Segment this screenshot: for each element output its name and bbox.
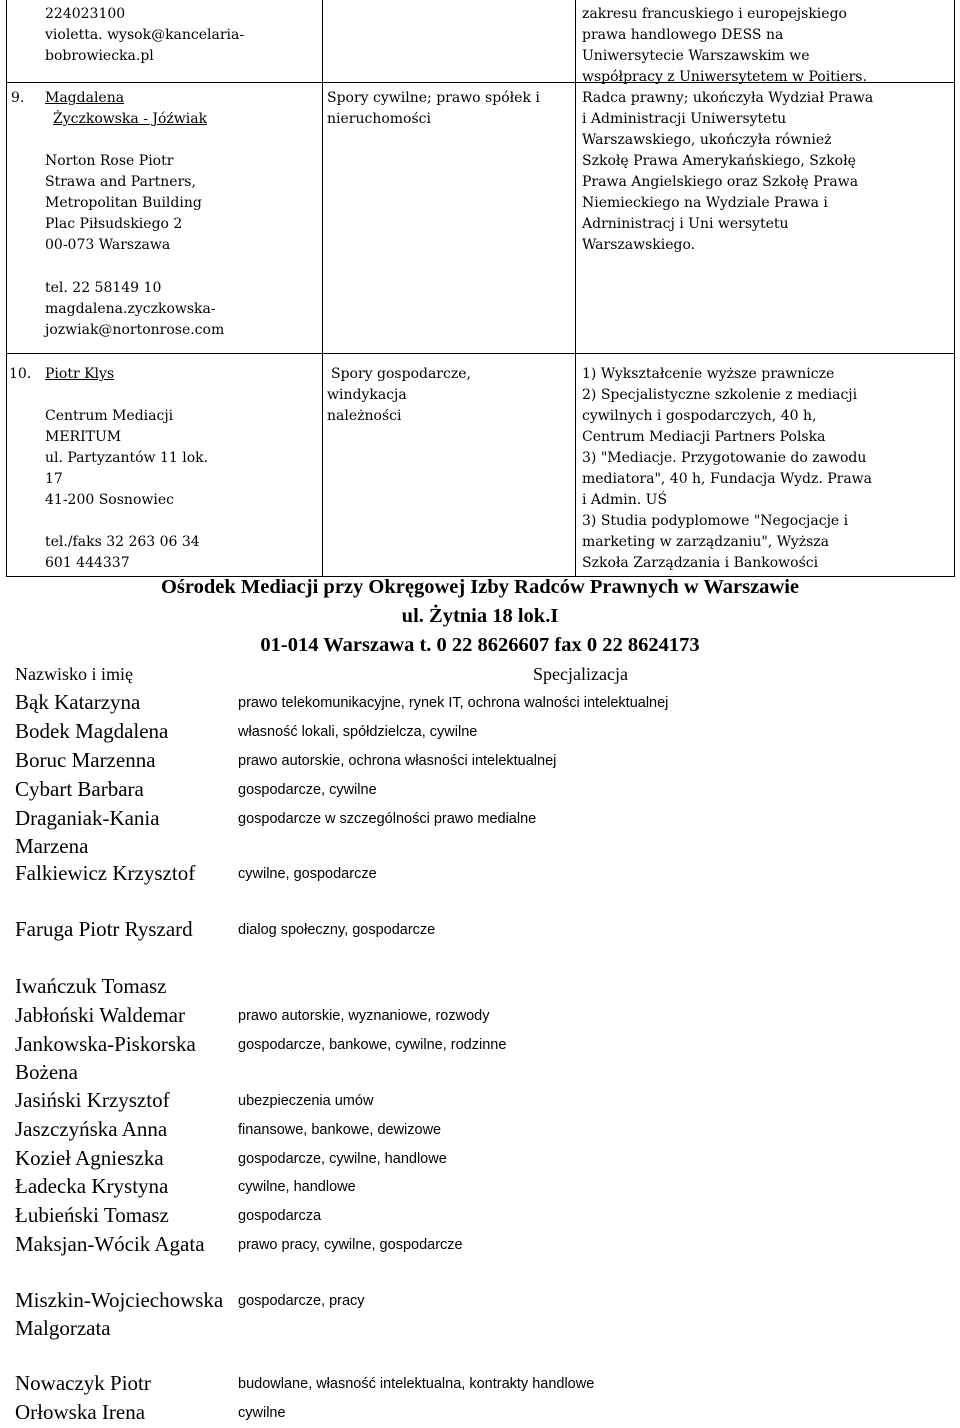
qualification-line: Radca prawny; ukończyła Wydział Prawa bbox=[582, 90, 874, 106]
mediator-specialization: dialog społeczny, gospodarcze bbox=[238, 922, 436, 938]
mediator-specialization: gospodarcze, bankowe, cywilne, rodzinne bbox=[238, 1037, 507, 1053]
address-line: 17 bbox=[45, 471, 63, 487]
mediator-name: Maksjan-Wócik Agata bbox=[15, 1232, 205, 1256]
mediator-name: Jasiński Krzysztof bbox=[15, 1088, 170, 1112]
mediator-name: Bodek Magdalena bbox=[15, 719, 169, 743]
mediator-name: Magdalena bbox=[45, 90, 125, 106]
qualification-line: i Administracji Uniwersytetu bbox=[582, 111, 787, 127]
phone: 601 444337 bbox=[45, 555, 130, 571]
qualification-line: współpracy z Uniwersytetem w Poitiers. bbox=[582, 69, 867, 85]
address-line: 00-073 Warszawa bbox=[45, 237, 171, 253]
mediator-specialization: finansowe, bankowe, dewizowe bbox=[238, 1122, 442, 1138]
table-border-right bbox=[954, 0, 955, 577]
row-9-specialization bbox=[327, 88, 540, 130]
qualification-line: zakresu francuskiego i europejskiego bbox=[582, 6, 847, 22]
row-9-contact bbox=[45, 278, 224, 341]
row-number: 10. bbox=[9, 366, 32, 382]
qualification-line: Szkołę Prawa Amerykańskiego, Szkołę bbox=[582, 153, 856, 169]
partial-row-qualifications bbox=[582, 4, 867, 88]
header-specialization: Specjalizacja bbox=[533, 664, 628, 684]
table-row-divider bbox=[6, 353, 955, 354]
qualification-line: i Admin. UŚ bbox=[582, 492, 668, 508]
office-city-phone: 01-014 Warszawa t. 0 22 8626607 fax 0 22 8624173 bbox=[260, 634, 700, 656]
mediator-specialization: budowlane, własność intelektualna, kontrakty handlowe bbox=[238, 1376, 595, 1392]
contact-line: violetta. wysok@kancelaria- bbox=[45, 27, 245, 43]
specialization-line: windykacja bbox=[327, 387, 407, 403]
mediator-name: Jaszczyńska Anna bbox=[15, 1117, 168, 1141]
header-name: Nazwisko i imię bbox=[15, 664, 133, 684]
table-column-divider bbox=[322, 0, 323, 577]
row-10-specialization bbox=[327, 364, 471, 427]
phone: tel. 22 58149 10 bbox=[45, 280, 162, 296]
qualification-line: 3) Studia podyplomowe "Negocjacje i bbox=[582, 513, 849, 529]
qualification-line: Warszawskiego. bbox=[582, 237, 696, 253]
mediator-name: Falkiewicz Krzysztof bbox=[15, 861, 196, 885]
phone: tel./faks 32 263 06 34 bbox=[45, 534, 200, 550]
qualification-line: Centrum Mediacji Partners Polska bbox=[582, 429, 826, 445]
mediator-specialization: prawo telekomunikacyjne, rynek IT, ochrona walności intelektualnej bbox=[238, 695, 669, 711]
qualification-line: 2) Specjalistyczne szkolenie z mediacji bbox=[582, 387, 858, 403]
mediator-name: Boruc Marzenna bbox=[15, 748, 156, 772]
qualification-line: 3) "Mediacje. Przygotowanie do zawodu bbox=[582, 450, 867, 466]
contact-line: bobrowiecka.pl bbox=[45, 48, 154, 64]
specialization-line: Spory gospodarcze, bbox=[331, 366, 471, 382]
mediator-specialization: prawo pracy, cywilne, gospodarcze bbox=[238, 1237, 463, 1253]
mediator-specialization: prawo autorskie, wyznaniowe, rozwody bbox=[238, 1008, 490, 1024]
qualification-line: cywilnych i gospodarczych, 40 h, bbox=[582, 408, 817, 424]
address-line: 41-200 Sosnowiec bbox=[45, 492, 174, 508]
mediator-specialization: prawo autorskie, ochrona własności intelektualnej bbox=[238, 753, 557, 769]
address-line: Norton Rose Piotr bbox=[45, 153, 174, 169]
mediator-name: Iwańczuk Tomasz bbox=[15, 974, 167, 998]
email-link[interactable]: magdalena.zyczkowska- bbox=[45, 301, 216, 317]
qualification-line: Prawa Angielskiego oraz Szkołę Prawa bbox=[582, 174, 859, 190]
row-9-qualifications bbox=[582, 88, 873, 256]
address-line: Centrum Mediacji bbox=[45, 408, 174, 424]
row-9-mediator bbox=[45, 88, 207, 256]
qualification-line: marketing w zarządzaniu", Wyższa bbox=[582, 534, 829, 550]
mediator-name: Życzkowska - Jóźwiak bbox=[53, 111, 208, 127]
mediator-specialization: ubezpieczenia umów bbox=[238, 1093, 374, 1109]
contact-line: 224023100 bbox=[45, 6, 126, 22]
office-title: Ośrodek Mediacji przy Okręgowej Izby Radców Prawnych w Warszawie bbox=[160, 576, 800, 598]
address-line: Metropolitan Building bbox=[45, 195, 202, 211]
address-line: Plac Piłsudskiego 2 bbox=[45, 216, 183, 232]
mediator-name: Draganiak-Kania Marzena bbox=[15, 806, 160, 858]
qualification-line: mediatora", 40 h, Fundacja Wydz. Prawa bbox=[582, 471, 873, 487]
table-border-left bbox=[6, 0, 7, 577]
mediator-specialization: gospodarcze, pracy bbox=[238, 1293, 365, 1309]
specialization-line: Spory cywilne; prawo spółek i bbox=[327, 90, 540, 106]
mediator-specialization: cywilne, gospodarcze bbox=[238, 866, 377, 882]
mediator-name: Nowaczyk Piotr bbox=[15, 1371, 151, 1395]
mediator-specialization: gospodarcze, cywilne bbox=[238, 782, 377, 798]
mediator-name: Bąk Katarzyna bbox=[15, 690, 141, 714]
address-line: Strawa and Partners, bbox=[45, 174, 196, 190]
mediator-name: Łubieński Tomasz bbox=[15, 1203, 169, 1227]
qualification-line: Warszawskiego, ukończyła również bbox=[582, 132, 832, 148]
mediator-specialization: własność lokali, spółdzielcza, cywilne bbox=[238, 724, 478, 740]
qualification-line: Adrninistracj i Uni wersytetu bbox=[582, 216, 789, 232]
mediator-specialization: cywilne bbox=[238, 1405, 286, 1421]
qualification-line: prawa handlowego DESS na bbox=[582, 27, 784, 43]
mediator-name: Jabłoński Waldemar bbox=[15, 1003, 185, 1027]
mediator-name: Miszkin-Wojciechowska Malgorzata bbox=[15, 1288, 224, 1340]
mediator-name: Orłowska Irena bbox=[15, 1400, 146, 1424]
row-10-mediator bbox=[45, 364, 208, 574]
partial-row-contact bbox=[45, 4, 244, 67]
mediator-specialization: cywilne, handlowe bbox=[238, 1179, 356, 1195]
mediator-name: Kozieł Agnieszka bbox=[15, 1146, 164, 1170]
mediator-specialization: gospodarcza bbox=[238, 1208, 322, 1224]
specialization-line: należności bbox=[327, 408, 402, 424]
mediator-name: Jankowska-Piskorska Bożena bbox=[15, 1032, 196, 1084]
qualification-line: Niemieckiego na Wydziale Prawa i bbox=[582, 195, 828, 211]
qualification-line: Szkoła Zarządzania i Bankowości bbox=[582, 555, 819, 571]
mediator-name: Piotr Klys bbox=[45, 366, 115, 382]
office-street: ul. Żytnia 18 lok.I bbox=[401, 605, 559, 627]
row-number: 9. bbox=[11, 90, 25, 106]
mediator-name: Ładecka Krystyna bbox=[15, 1174, 169, 1198]
mediator-specialization: gospodarcze w szczególności prawo medialne bbox=[238, 811, 537, 827]
qualification-line: 1) Wykształcenie wyższe prawnicze bbox=[582, 366, 835, 382]
mediator-specialization: gospodarcze, cywilne, handlowe bbox=[238, 1151, 447, 1167]
mediator-name: Faruga Piotr Ryszard bbox=[15, 917, 193, 941]
qualification-line: Uniwersytecie Warszawskim we bbox=[582, 48, 810, 64]
address-line: MERITUM bbox=[45, 429, 122, 445]
email-link[interactable]: jozwiak@nortonrose.com bbox=[45, 322, 225, 338]
row-10-qualifications bbox=[582, 364, 872, 574]
table-column-divider bbox=[575, 0, 576, 577]
specialization-line: nieruchomości bbox=[327, 111, 431, 127]
mediator-name: Cybart Barbara bbox=[15, 777, 144, 801]
address-line: ul. Partyzantów 11 lok. bbox=[45, 450, 209, 466]
